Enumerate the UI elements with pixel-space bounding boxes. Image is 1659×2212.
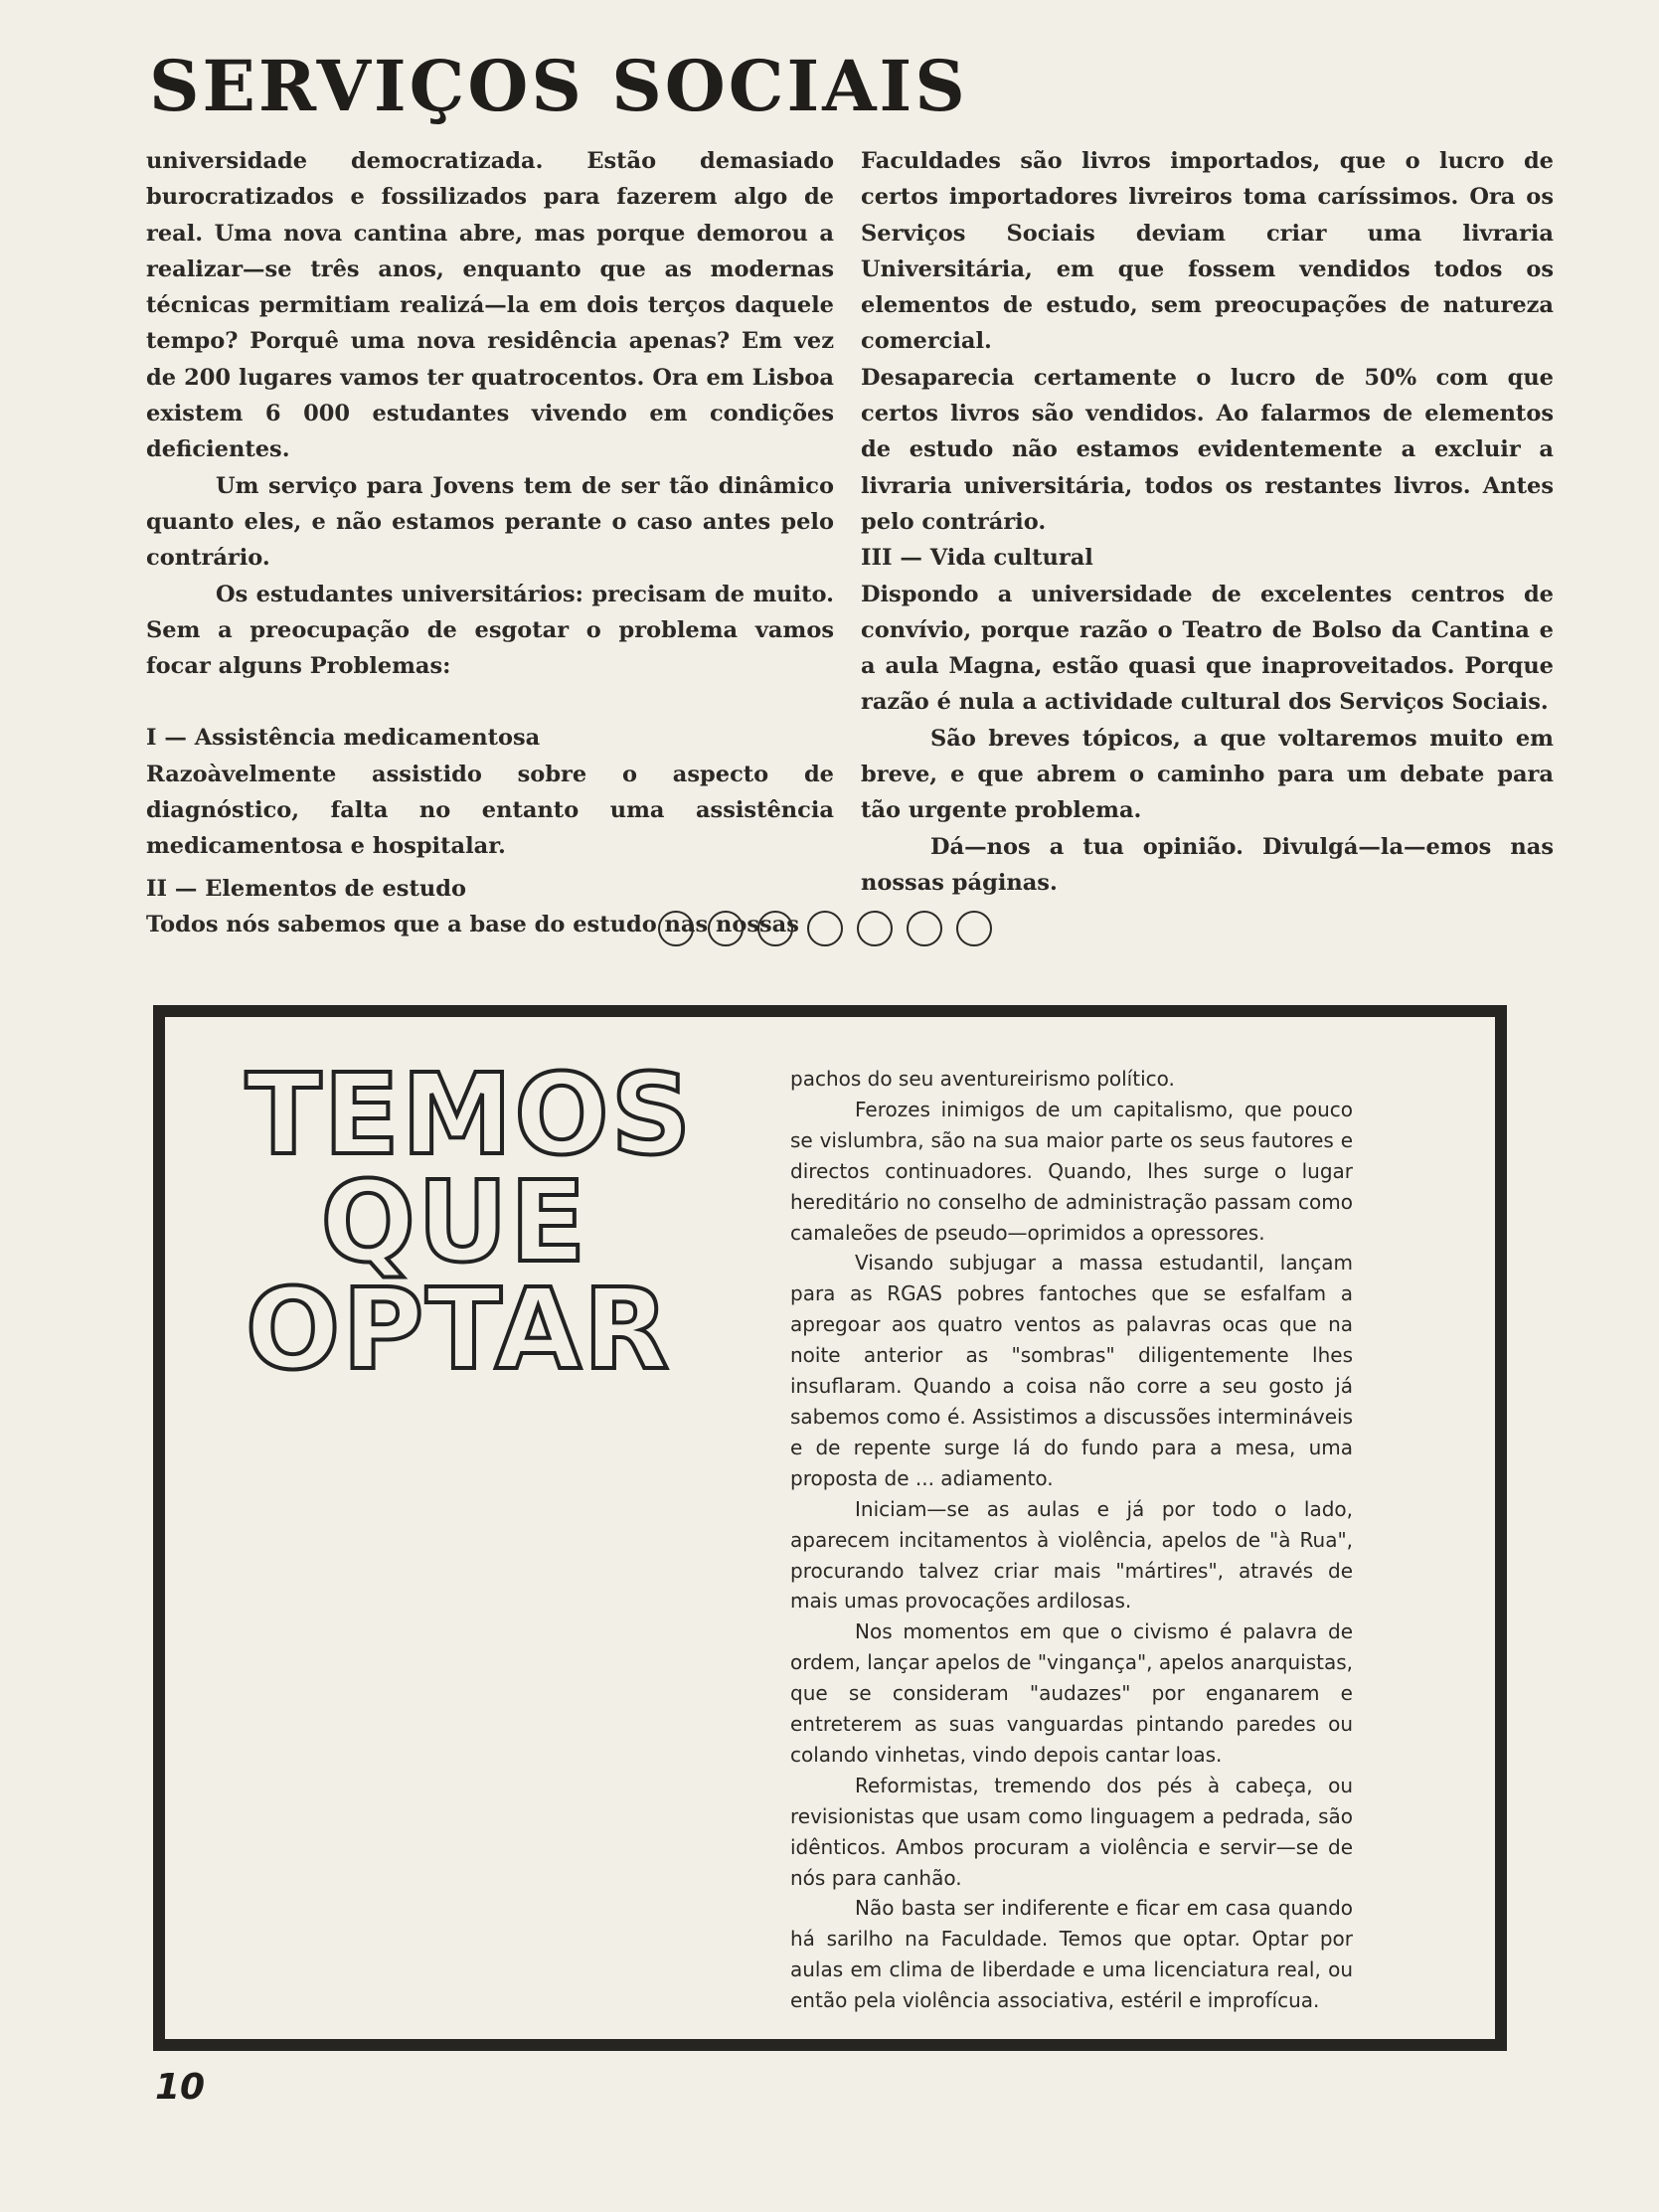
subheading: III — Vida cultural <box>861 545 1093 572</box>
paragraph: Razoàvelmente assistido sobre o aspecto de diagnóstico, falta no entanto uma assistência medicamentosa e hospitalar. <box>146 761 834 860</box>
paragraph: Visando subjugar a massa estudantil, lançam para as RGAS pobres fantoches que se esfalfam a apregoar aos quatro ventos as palavras ocas que na noite anterior as "sombras" diligentemente lhes insuflaram. Quando a coisa não corre a seu gosto já sabemos como é. Assistimos a discussões intermináveis e de repente surge lá do fundo para a mesa, uma proposta de ... adiamento. <box>790 1251 1353 1490</box>
title-line: QUE <box>320 1158 588 1287</box>
paragraph: Não basta ser indiferente e ficar em casa quando há sarilho na Faculdade. Temos que optar. Optar por aulas em clima de liberdade e uma licenciatura real, ou então pela violência associativa, estéril e improfícua. <box>790 1896 1353 2013</box>
paragraph: Dá—nos a tua opinião. Divulgá—la—emos nas nossas páginas. <box>861 833 1554 896</box>
section-heading: SERVIÇOS SOCIAIS <box>149 45 968 127</box>
page-number: 10 <box>155 2067 206 2108</box>
paragraph: Ferozes inimigos de um capitalismo, que pouco se vislumbra, são na sua maior parte os seus fautores e directos continuadores. Quando, lhes surge o lugar hereditário no conselho de administração passam como camaleões de pseudo—oprimidos a opressores. <box>790 1097 1353 1245</box>
paragraph: Desaparecia certamente o lucro de 50% com que certos livros são vendidos. Ao falarmos de elementos de estudo não estamos evidentemente a excluir a livraria universitária, todos os restantes livros. Antes pelo contrário. <box>861 364 1554 535</box>
paragraph: pachos do seu aventureirismo político. <box>790 1067 1175 1091</box>
title-line: OPTAR <box>246 1266 671 1395</box>
paragraph: Nos momentos em que o civismo é palavra de ordem, lançar apelos de "vingança", apelos anarquistas, que se consideram "audazes" por enganarem e entreterem as suas vanguardas pintando paredes ou colando vinhetas, vindo depois cantar loas. <box>790 1619 1353 1767</box>
article-text <box>790 1064 1353 2016</box>
circle-ornament <box>658 911 694 946</box>
article-title <box>246 1051 694 1395</box>
paragraph: Todos nós sabemos que a base do estudo nas nossas <box>146 911 799 937</box>
paragraph: Reformistas, tremendo dos pés à cabeça, ou revisionistas que usam como linguagem a pedrada, são idênticos. Ambos procuram a violência e servir—se de nós para canhão. <box>790 1773 1353 1890</box>
circle-ornament <box>956 911 992 946</box>
paragraph: Um serviço para Jovens tem de ser tão dinâmico quanto eles, e não estamos perante o caso antes pelo contrário. <box>146 472 834 572</box>
paragraph: Iniciam—se as aulas e já por todo o lado, aparecem incitamentos à violência, apelos de "à Rua", procurando talvez criar mais "mártires", através de mais umas provocações ardilosas. <box>790 1496 1353 1614</box>
subheading: I — Assistência medicamentosa <box>146 725 541 752</box>
circle-ornament <box>807 911 843 946</box>
spacer <box>146 684 834 720</box>
circle-ornament <box>907 911 942 946</box>
right-column <box>861 143 1554 901</box>
paragraph: universidade democratizada. Estão demasiado burocratizados e fossilizados para fazerem algo de real. Uma nova cantina abre, mas porque demorou a realizar—se três anos, enquanto que as modernas técnicas permitiam realizá—la em dois terços daquele tempo? Porquê uma nova residência apenas? Em vez de 200 lugares vamos ter quatrocentos. Ora em Lisboa existem 6 000 estudantes vivendo em condições deficientes. <box>146 148 834 463</box>
subheading: II — Elementos de estudo <box>146 875 466 902</box>
title-line: TEMOS <box>246 1051 694 1180</box>
left-column <box>146 143 834 942</box>
paragraph: Faculdades são livros importados, que o lucro de certos importadores livreiros toma caríssimos. Ora os Serviços Sociais deviam criar uma livraria Universitária, em que fossem vendidos todos os elementos de estudo, sem preocupações de natureza comercial. <box>861 148 1554 355</box>
paragraph: São breves tópicos, a que voltaremos muito em breve, e que abrem o caminho para um debate para tão urgente problema. <box>861 725 1554 824</box>
circle-ornament <box>757 911 793 946</box>
circle-ornament <box>708 911 744 946</box>
paragraph: Os estudantes universitários: precisam de muito. Sem a preocupação de esgotar o problema vamos focar alguns Problemas: <box>146 581 834 680</box>
circle-ornament <box>857 911 893 946</box>
paragraph: Dispondo a universidade de excelentes centros de convívio, porque razão o Teatro de Bolso da Cantina e a aula Magna, estão quasi que inaproveitados. Porque razão é nula a actividade cultural dos Serviços Sociais. <box>861 581 1554 716</box>
circle-separator <box>658 911 992 946</box>
